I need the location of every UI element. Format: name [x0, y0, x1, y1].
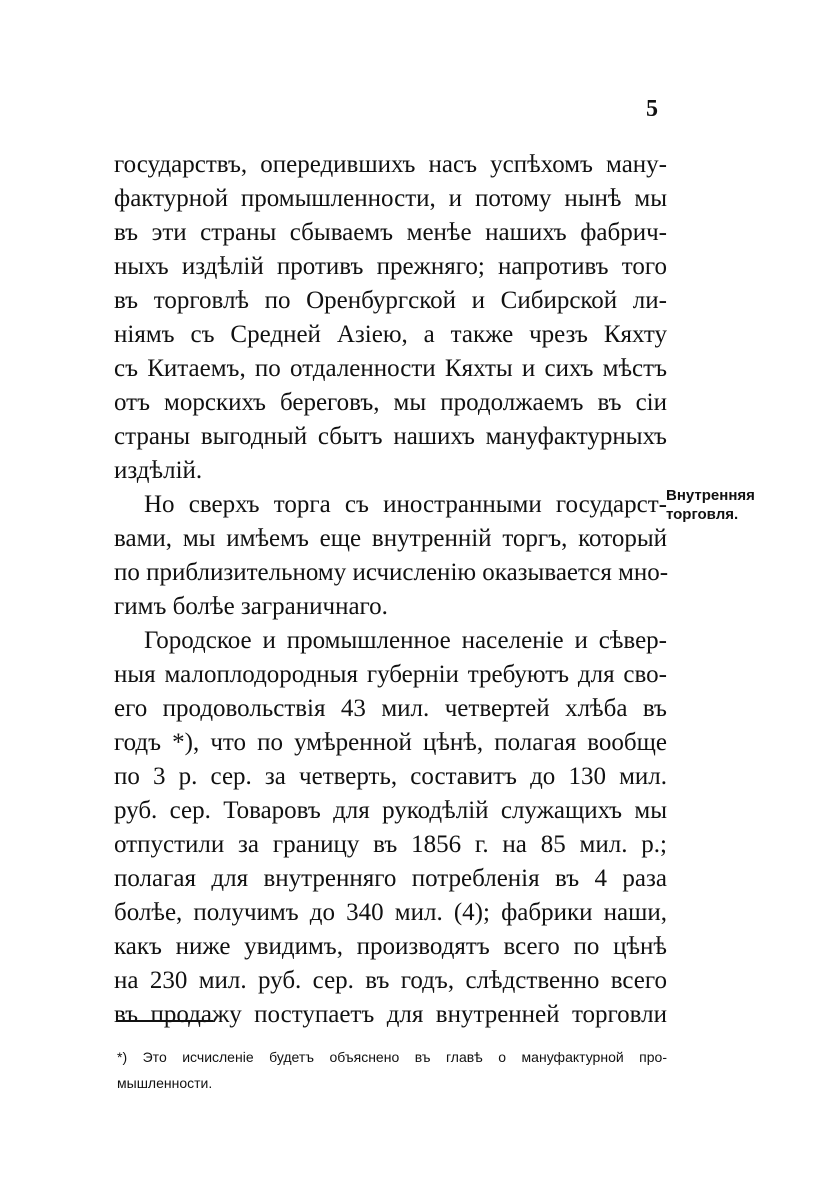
text-line: годъ *), что по умѣренной цѣнѣ, полагая вообще	[114, 729, 667, 756]
text-line: съ Китаемъ, по отдаленности Кяхты и сихъ мѣстъ	[114, 355, 667, 382]
text-line: вами, мы имѣемъ еще внутренній торгъ, который	[114, 525, 667, 552]
text-line: болѣе, получимъ до 340 мил. (4); фабрики наши,	[114, 899, 667, 926]
text-line: ныя малоплодородныя губерніи требуютъ для сво-	[114, 661, 667, 688]
footnote-line: *) Это исчисленіе будетъ объяснено въ главѣ о мануфактурной про-	[117, 1049, 667, 1065]
text-line: на 230 мил. руб. сер. въ годъ, слѣдственно всего	[114, 967, 667, 994]
marginal-note-line: торговля.	[666, 506, 739, 523]
text-line: какъ ниже увидимъ, производятъ всего по цѣнѣ	[114, 933, 667, 960]
text-line: въ эти страны сбываемъ менѣе нашихъ фабрич-	[114, 219, 667, 246]
text-line: отъ морскихъ береговъ, мы продолжаемъ въ сіи	[114, 389, 667, 416]
footnote-line: мышленности.	[117, 1075, 213, 1091]
text-line: полагая для внутренняго потребленія въ 4 раза	[114, 865, 667, 892]
text-line: по 3 р. сер. за четверть, составитъ до 130 мил.	[114, 763, 667, 790]
footnote-rule	[117, 1020, 213, 1022]
marginal-note	[666, 486, 776, 524]
text-line: государствъ, опередившихъ насъ успѣхомъ ману-	[114, 151, 667, 178]
footnote	[117, 1044, 667, 1096]
marginal-note-line: Внутренняя	[666, 487, 755, 504]
text-line: въ торговлѣ по Оренбургской и Сибирской ли-	[114, 287, 667, 314]
body-text	[114, 148, 667, 1032]
text-line: по приблизительному исчисленію оказывается мно-	[114, 559, 669, 586]
text-line: ныхъ издѣлій противъ прежняго; напротивъ того	[114, 253, 667, 280]
text-line: руб. сер. Товаровъ для рукодѣлій служащихъ мы	[114, 797, 667, 824]
text-line: Но сверхъ торга съ иностранными государст-	[144, 491, 667, 518]
text-line: гимъ болѣе заграничнаго.	[114, 593, 388, 620]
text-line: фактурной промышленности, и потому нынѣ мы	[114, 185, 667, 212]
text-line: Городское и промышленное населеніе и сѣвер-	[144, 627, 667, 654]
text-line: ніямъ съ Средней Азіею, а также чрезъ Кяхту	[114, 321, 667, 348]
text-line: страны выгодный сбытъ нашихъ мануфактурныхъ	[114, 423, 667, 450]
page-number: 5	[646, 96, 658, 122]
text-line: отпустили за границу въ 1856 г. на 85 мил. р.;	[114, 831, 667, 858]
text-line: въ продажу поступаетъ для внутренней торговли	[114, 1001, 667, 1028]
text-line: его продовольствія 43 мил. четвертей хлѣба въ	[114, 695, 667, 722]
text-line: издѣлій.	[114, 457, 203, 484]
